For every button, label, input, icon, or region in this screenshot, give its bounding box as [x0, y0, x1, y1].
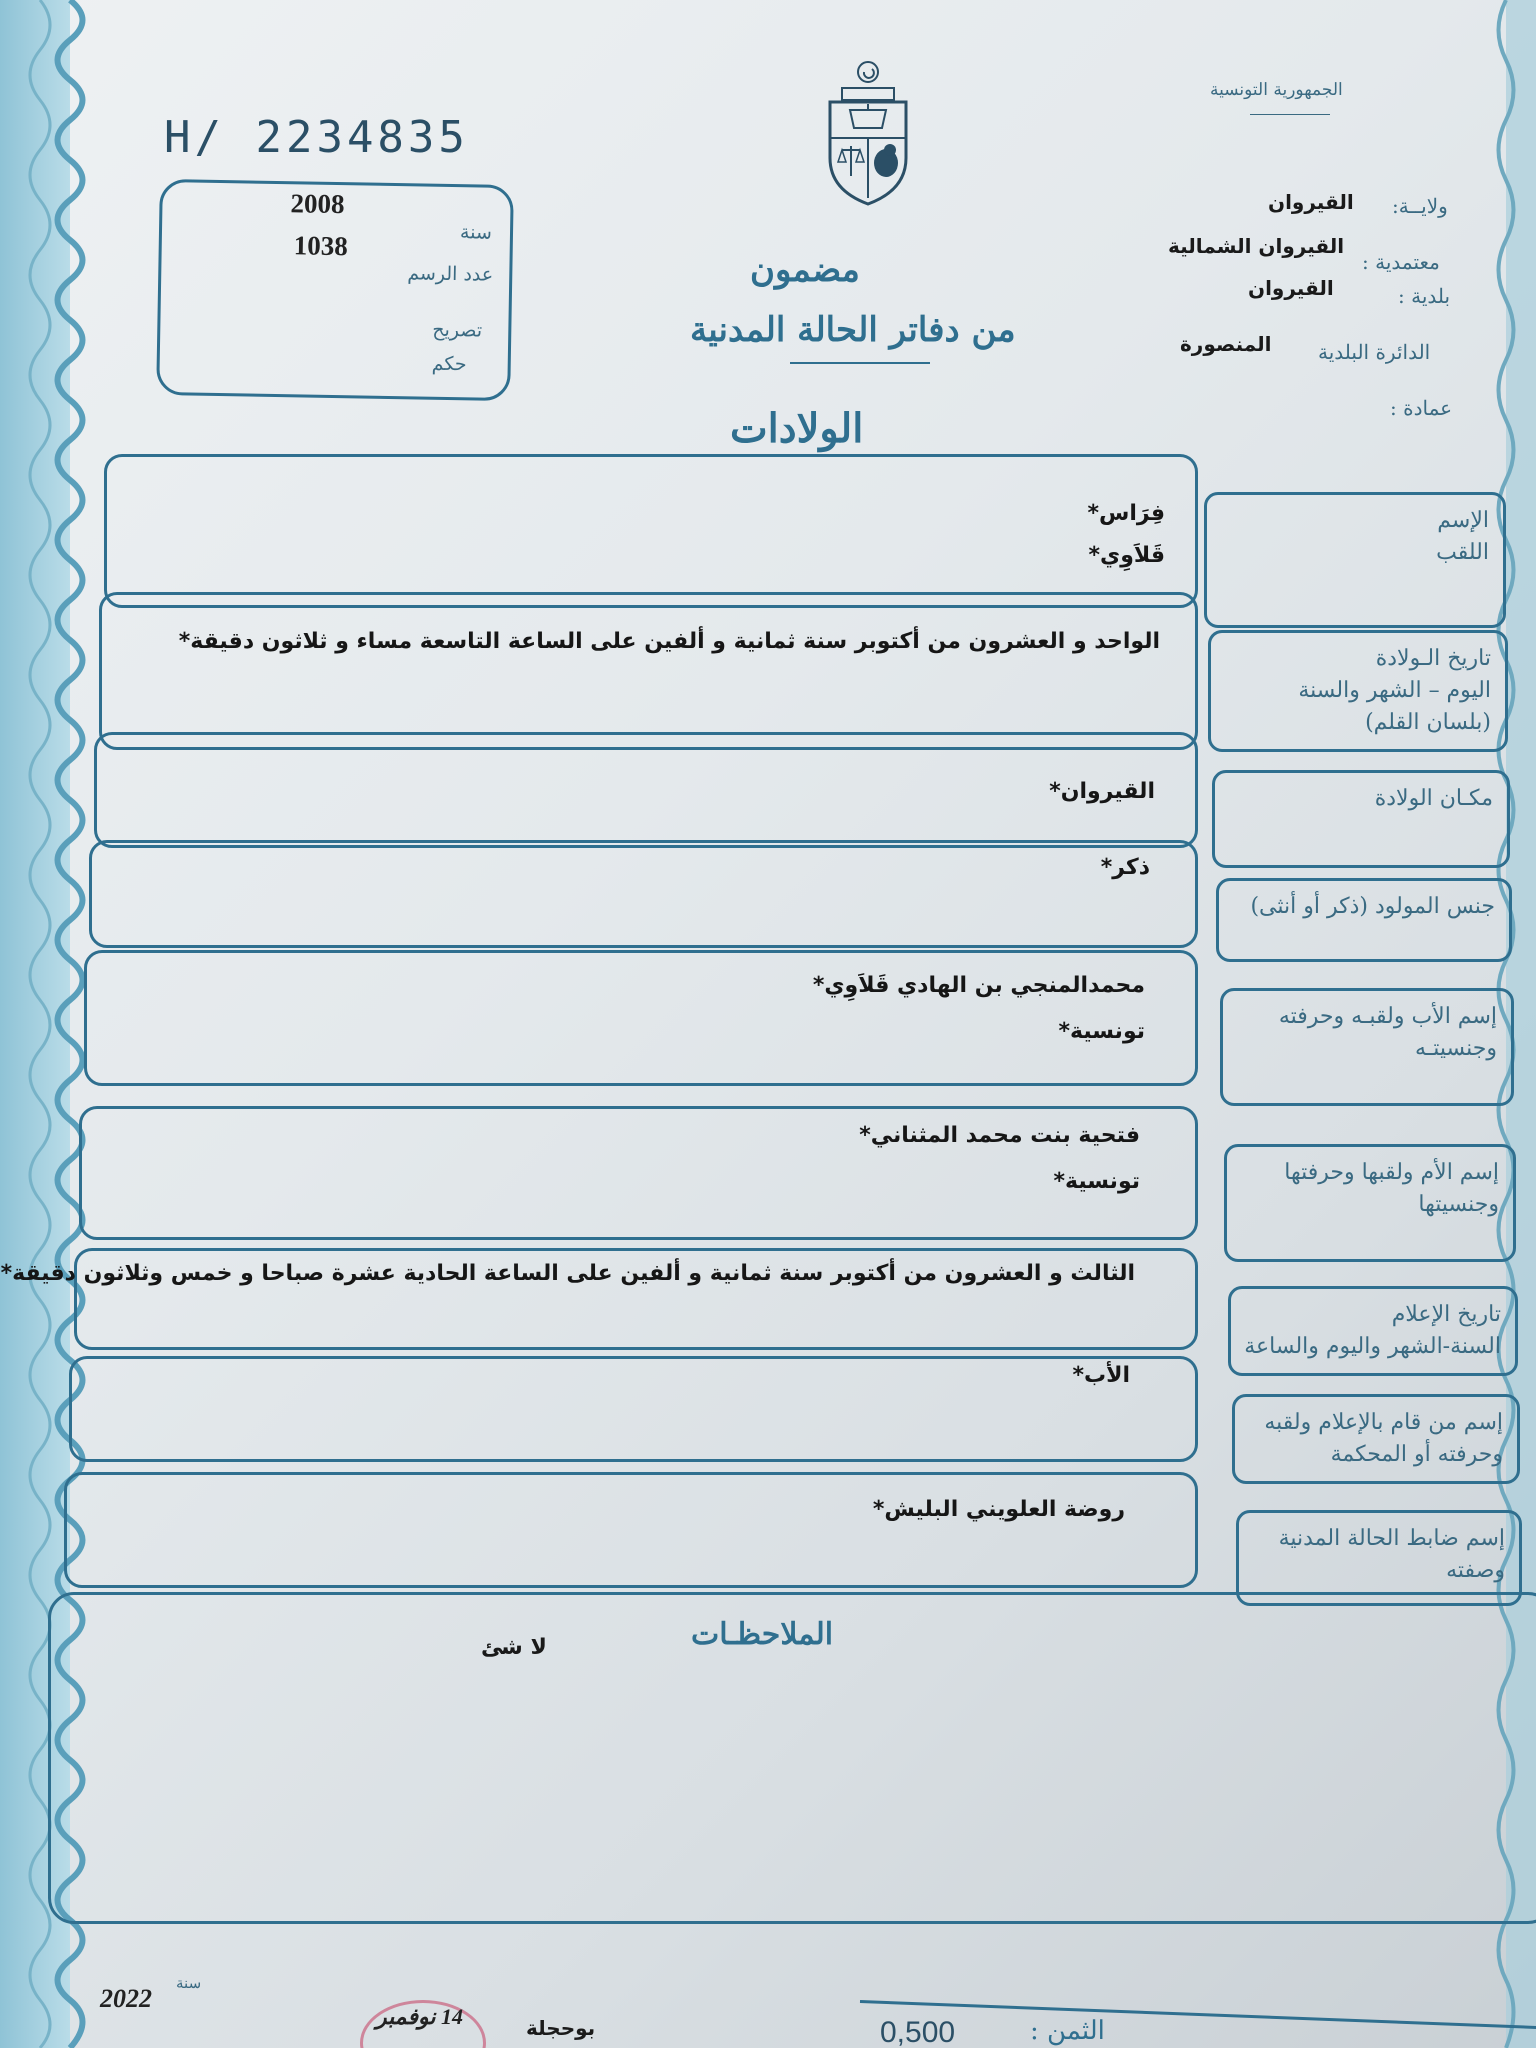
register-box [156, 179, 514, 401]
register-year-label: سنة [459, 221, 493, 244]
wilaya-value: القيروان [1268, 190, 1354, 214]
row-value-box [99, 592, 1198, 750]
row-value-box [89, 840, 1198, 948]
row-label-box [1212, 770, 1510, 868]
row-label: إسم ضابط الحالة المدنية وصفته [1278, 1526, 1505, 1583]
row-value: فِرَاس* [1087, 501, 1165, 526]
row-label: جنس المولود (ذكر أو أنثى) [1250, 894, 1495, 919]
republic-label: الجمهورية التونسية [1210, 80, 1343, 100]
row-value-box [84, 950, 1198, 1086]
footer-place: بوحجلة [526, 2016, 596, 2040]
row-value: القيروان* [1049, 779, 1155, 804]
row-label: الإسم اللقب [1436, 508, 1489, 565]
row-label-box [1228, 1286, 1518, 1376]
register-number-value: 1038 [293, 230, 349, 262]
row-label: إسم من قام بالإعلام ولقبه وحرفته أو المحكمة [1264, 1410, 1503, 1467]
footer-price-value: 0,500 [880, 2016, 956, 2048]
row-value-box [0, 1248, 1198, 1350]
district-value: المنصورة [1180, 332, 1272, 356]
row-label-box [1216, 878, 1512, 962]
row-label-box [1208, 630, 1508, 752]
row-value: محمدالمنجي بن الهادي قَلاَوِي* [812, 973, 1145, 998]
title-extract: مضمون [750, 250, 860, 290]
row-value: الثالث و العشرون من أكتوبر سنة ثمانية و ألفين على الساعة الحادية عشرة صباحا و خمس وثلاثون دقيقة* [0, 1261, 1135, 1286]
row-value-box [79, 1106, 1198, 1240]
delegation-label: معتمدية : [1362, 250, 1440, 274]
register-number-label: عدد الرسم [407, 262, 494, 286]
row-value-box [69, 1356, 1198, 1462]
row-label: إسم الأم ولقبها وحرفتها وجنسيتها [1284, 1160, 1499, 1217]
title-underline [790, 362, 930, 364]
municipality-label: بلدية : [1398, 284, 1451, 308]
row-label: تاريخ الإعلام السنة-الشهر واليوم والساعة [1244, 1302, 1501, 1359]
row-value: تونسية* [1058, 1019, 1145, 1044]
wilaya-label: ولايــة: [1392, 194, 1448, 218]
row-label: تاريخ الـولادة اليوم – الشهر والسنة (بلسان القلم) [1298, 646, 1491, 735]
footer-price-label: الثمن : [1030, 2016, 1105, 2046]
municipality-value: القيروان [1248, 276, 1334, 300]
row-value: ذكر* [1100, 855, 1150, 880]
row-label-box [1220, 988, 1514, 1106]
title-from-registers: من دفاتر الحالة المدنية [690, 310, 1016, 350]
footer-year-label: سنة [176, 1974, 202, 1992]
register-declaration-label: تصريح [432, 318, 483, 342]
row-label-box [1224, 1144, 1516, 1262]
footer-rule [860, 2000, 1536, 2030]
republic-underline [1250, 114, 1330, 115]
title-births: الولادات [730, 405, 864, 452]
district-label: الدائرة البلدية [1318, 340, 1431, 364]
row-label-box [1232, 1394, 1520, 1484]
notes-title: الملاحظـات [691, 1617, 834, 1652]
footer-year-value: 2022 [100, 1984, 152, 2013]
register-year-value: 2008 [290, 188, 345, 220]
row-value-box [94, 732, 1198, 848]
row-value: فتحية بنت محمد المثناني* [859, 1123, 1140, 1148]
imada-label: عمادة : [1390, 396, 1453, 420]
row-value: الواحد و العشرون من أكتوبر سنة ثمانية و ألفين على الساعة التاسعة مساء و ثلاثون دقيقة* [178, 629, 1160, 654]
notes-value: لا شئ [481, 1635, 547, 1660]
row-value-box [64, 1472, 1198, 1588]
delegation-value: القيروان الشمالية [1168, 234, 1345, 258]
row-value-box [104, 454, 1198, 608]
row-value: الأب* [1072, 1363, 1130, 1388]
row-label: إسم الأب ولقبـه وحرفته وجنسيتـه [1278, 1004, 1497, 1061]
tunisia-coat-of-arms-icon [820, 58, 916, 208]
row-value: روضة العلويني البليش* [872, 1497, 1125, 1522]
register-judgment-label: حكم [431, 352, 467, 376]
notes-box [48, 1592, 1536, 1924]
row-label-box [1204, 492, 1506, 628]
serial-number: H/ 2234835 [164, 112, 469, 163]
row-value: قَلاَوِي* [1088, 543, 1165, 568]
row-label: مكـان الولادة [1374, 786, 1493, 811]
row-value: تونسية* [1053, 1169, 1140, 1194]
footer-date-value: 14 نوفمبر [376, 2004, 464, 2029]
